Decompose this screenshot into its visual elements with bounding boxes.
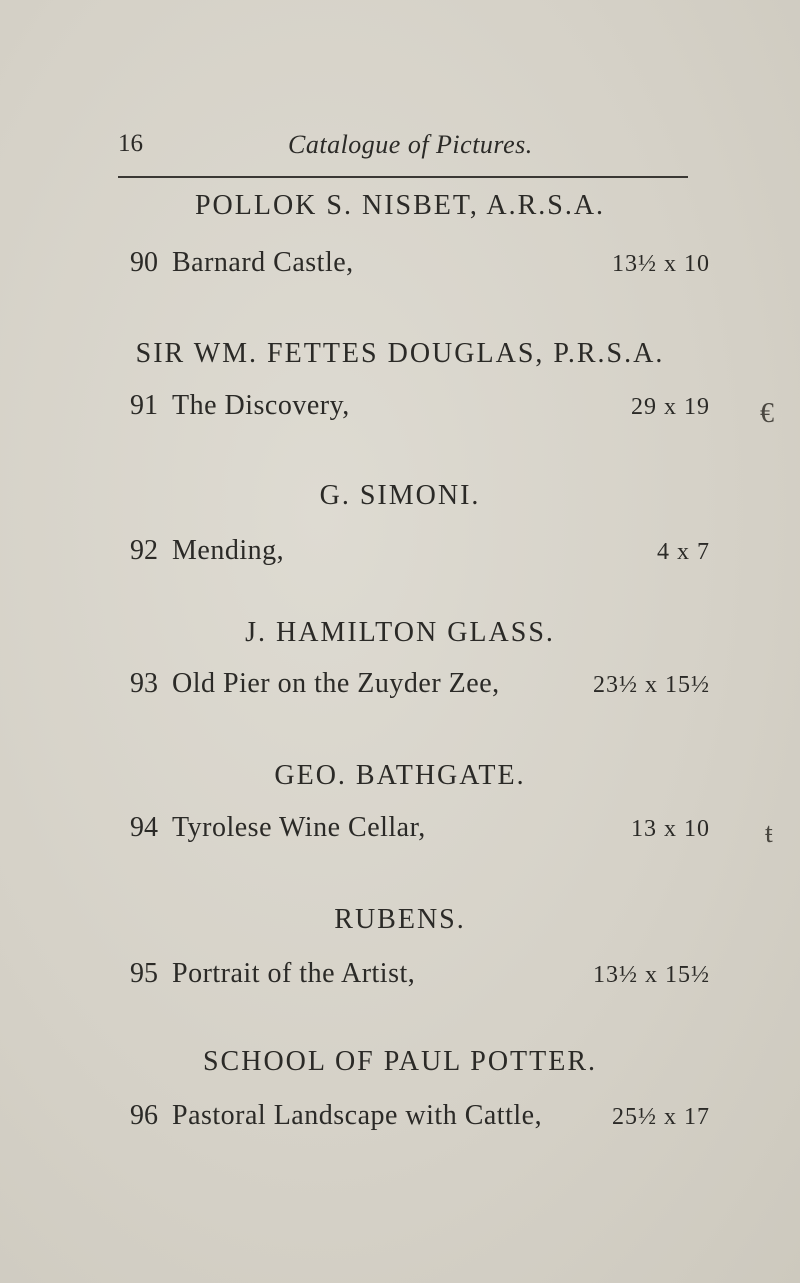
artist-heading: RUBENS.: [334, 904, 466, 935]
catalogue-entry: [130, 812, 710, 852]
entry-size: 29 x 19: [631, 394, 710, 420]
entry-number: 96: [130, 1100, 158, 1131]
entry-number: 93: [130, 668, 158, 699]
entry-title: Barnard Castle,: [172, 247, 354, 278]
entry-size: 25½ x 17: [612, 1104, 710, 1130]
artist-heading: POLLOK S. NISBET, A.R.S.A.: [194, 190, 606, 221]
artist-heading: J. HAMILTON GLASS.: [245, 617, 555, 648]
entry-number: 90: [130, 247, 158, 278]
entry-size: 23½ x 15½: [593, 672, 710, 698]
page-number: 16: [118, 130, 143, 157]
artist-heading: G. SIMONI.: [319, 480, 481, 511]
artist-heading: GEO. BATHGATE.: [274, 760, 526, 791]
entry-number: 94: [130, 812, 158, 843]
entry-title: Old Pier on the Zuyder Zee,: [172, 668, 500, 699]
entry-title: Mending,: [172, 535, 285, 566]
artist-heading: SCHOOL OF PAUL POTTER.: [202, 1046, 598, 1077]
entry-number: 92: [130, 535, 158, 566]
catalogue-entry: [130, 1100, 710, 1140]
entry-size: 13 x 10: [631, 816, 710, 842]
header-rule: [118, 176, 688, 178]
entry-number: 95: [130, 958, 158, 989]
entry-number: 91: [130, 390, 158, 421]
running-title: Catalogue of Pictures.: [288, 130, 533, 159]
catalogue-entry: [130, 535, 710, 575]
entry-title: The Discovery,: [172, 390, 350, 421]
catalogue-entry: [130, 668, 710, 708]
entry-title: Pastoral Landscape with Cattle,: [172, 1100, 543, 1131]
entry-size: 13½ x 10: [612, 251, 710, 277]
margin-annotation: €: [760, 398, 774, 429]
entry-title: Portrait of the Artist,: [172, 958, 416, 989]
artist-heading: SIR WM. FETTES DOUGLAS, P.R.S.A.: [135, 338, 665, 369]
entry-size: 13½ x 15½: [593, 962, 710, 988]
catalogue-entry: [130, 247, 710, 287]
catalogue-entry: [130, 958, 710, 998]
catalogue-entry: [130, 390, 710, 430]
page-header: [118, 130, 708, 170]
entry-title: Tyrolese Wine Cellar,: [172, 812, 426, 843]
entry-size: 4 x 7: [657, 539, 710, 565]
margin-annotation: ŧ: [765, 818, 773, 849]
